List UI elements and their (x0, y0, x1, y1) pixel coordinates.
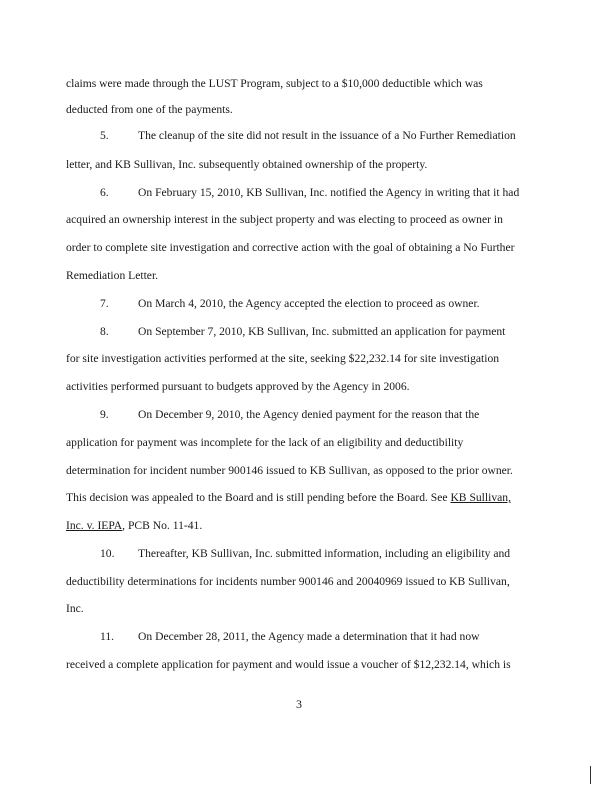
text-line: On December 28, 2011, the Agency made a determination that it had now (138, 630, 480, 643)
text-line: Thereafter, KB Sullivan, Inc. submitted information, including an eligibility and (138, 547, 511, 560)
paragraph-number: 7. (100, 297, 109, 310)
text-line: Inc. (66, 602, 84, 615)
text-line (66, 491, 511, 505)
text-line: for site investigation activities performed at the site, seeking $22,232.14 for site investigation (66, 352, 500, 365)
text-line (66, 519, 202, 533)
text-line: received a complete application for payment and would issue a voucher of $12,232.14, which is (66, 658, 511, 671)
text-line: determination for incident number 900146 issued to KB Sullivan, as opposed to the prior owner. (66, 464, 513, 477)
page-number: 3 (296, 697, 302, 711)
text-line: On February 15, 2010, KB Sullivan, Inc. notified the Agency in writing that it had (138, 186, 520, 199)
text-line: The cleanup of the site did not result in the issuance of a No Further Remediation (138, 129, 516, 142)
paragraph-number: 11. (100, 630, 115, 643)
scan-edge-mark (590, 766, 591, 784)
text-segment: This decision was appealed to the Board and is still pending before the Board. See (66, 491, 451, 504)
text-line: claims were made through the LUST Program, subject to a $10,000 deductible which was (66, 77, 483, 90)
case-citation: Inc. v. IEPA (66, 519, 123, 532)
paragraph-number: 6. (100, 186, 109, 199)
text-line: deducted from one of the payments. (66, 103, 233, 116)
paragraph-number: 8. (100, 325, 109, 338)
text-line: On September 7, 2010, KB Sullivan, Inc. submitted an application for payment (138, 325, 506, 338)
text-line: activities performed pursuant to budgets approved by the Agency in 2006. (66, 380, 410, 393)
text-line: order to complete site investigation and corrective action with the goal of obtaining a No Further (66, 241, 515, 254)
case-citation: KB Sullivan, (450, 491, 511, 504)
text-segment: , PCB No. 11-41. (122, 519, 203, 532)
text-line: On March 4, 2010, the Agency accepted the election to proceed as owner. (138, 297, 480, 310)
paragraph-number: 9. (100, 408, 109, 421)
text-line: application for payment was incomplete for the lack of an eligibility and deductibility (66, 436, 464, 449)
text-line: On December 9, 2010, the Agency denied payment for the reason that the (138, 408, 480, 421)
paragraph-number: 5. (100, 129, 109, 142)
text-line: Remediation Letter. (66, 269, 159, 282)
text-line: letter, and KB Sullivan, Inc. subsequently obtained ownership of the property. (66, 158, 428, 171)
text-line: deductibility determinations for incidents number 900146 and 20040969 issued to KB Sullivan, (66, 575, 510, 588)
paragraph-number: 10. (100, 547, 115, 560)
text-line: acquired an ownership interest in the subject property and was electing to proceed as owner in (66, 213, 503, 226)
